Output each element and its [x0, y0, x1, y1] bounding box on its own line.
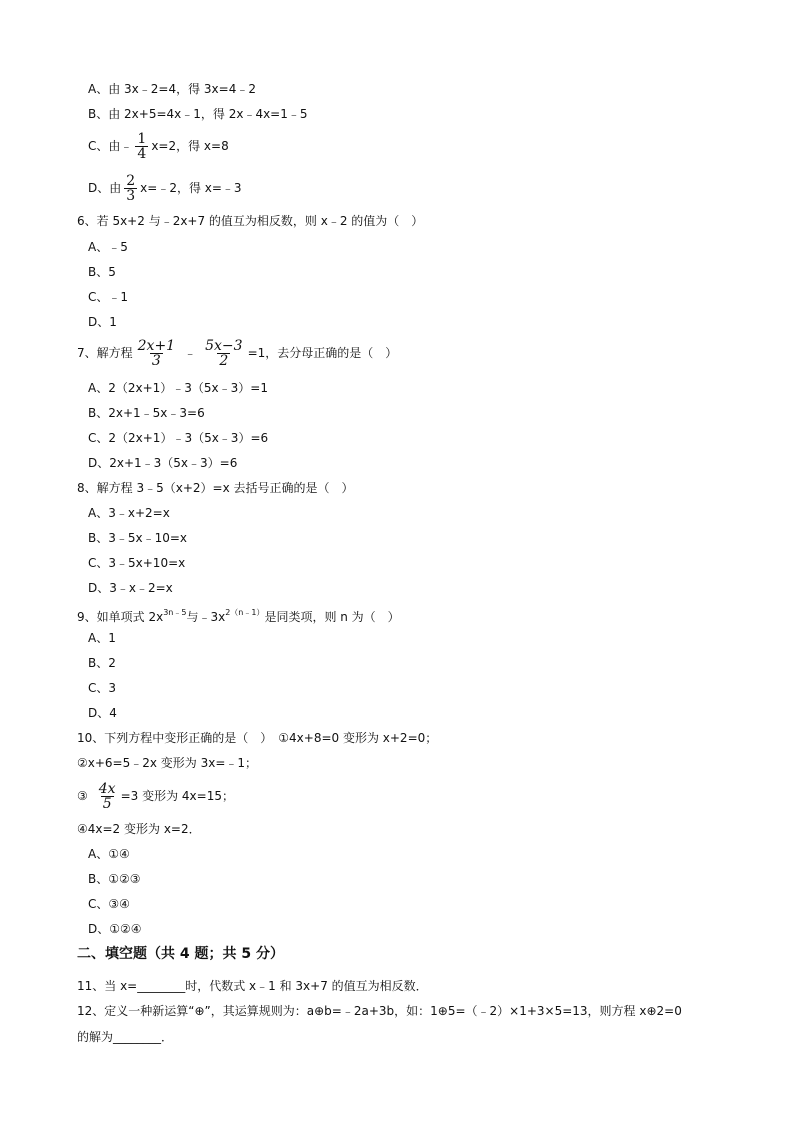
fraction-numerator: 1 [137, 131, 147, 147]
q7-stem-suffix: =1，去分母正确的是（ ） [247, 346, 398, 360]
fraction-numerator: 2x+1 [137, 338, 176, 354]
fraction-numerator: 5x−3 [205, 338, 243, 354]
q10-stem: 10、下列方程中变形正确的是（ ） ①4x+8=0 变形为 x+2=0； [77, 731, 438, 745]
q6-option-c: C、﹣1 [88, 290, 129, 304]
q8-option-d: D、3﹣x﹣2=x [88, 581, 173, 595]
fraction-denominator: 3 [126, 188, 136, 204]
exponent: 2（n﹣1） [225, 608, 265, 617]
fraction [203, 339, 244, 368]
q7-option-c: C、2（2x+1）﹣3（5x﹣3）=6 [88, 431, 269, 445]
minus-sign: ﹣ [184, 346, 197, 360]
q6-option-a: A、﹣5 [88, 240, 128, 254]
q8-option-b: B、3﹣5x﹣10=x [88, 531, 188, 545]
q10-statement-2: ②x+6=5﹣2x 变形为 3x=﹣1； [77, 756, 258, 770]
q10-statement-3 [77, 782, 234, 811]
q11-stem: 11、当 x=________时，代数式 x﹣1 和 3x+7 的值互为相反数． [77, 979, 428, 993]
q9-option-d: D、4 [88, 706, 117, 720]
q5-option-d-suffix: x=﹣2，得 x=﹣3 [140, 181, 242, 195]
q10-option-d: D、①②④ [88, 922, 142, 936]
q9-stem [77, 606, 400, 624]
fraction-denominator: 2 [219, 353, 229, 369]
q12-stem-line1: 12、定义一种新运算“⊕”，其运算规则为：a⊕b=﹣2a+3b，如：1⊕5=（﹣2）×1+3×5=13，则方程 x⊕2=0 [77, 1004, 682, 1018]
q7-stem-prefix: 7、解方程 [77, 346, 133, 360]
section-heading: 二、填空题（共 4 题；共 5 分） [77, 946, 284, 962]
circled-number: ③ [77, 789, 88, 803]
exponent: 3n﹣5 [163, 608, 187, 617]
q12-stem-line2: 的解为________． [77, 1030, 174, 1044]
q5-option-c-prefix: C、由﹣ [88, 139, 133, 153]
q9-stem-middle: 与﹣3x [186, 610, 226, 624]
fraction-denominator: 3 [151, 353, 161, 369]
q10-option-b: B、①②③ [88, 872, 141, 886]
q9-option-c: C、3 [88, 681, 117, 695]
q9-stem-suffix: 是同类项，则 n 为（ ） [264, 610, 400, 624]
q5-option-c [88, 132, 229, 161]
q6-option-d: D、1 [88, 315, 117, 329]
q10-statement-4: ④4x=2 变形为 x=2． [77, 822, 201, 836]
q5-option-d-prefix: D、由 [88, 181, 122, 195]
q7-option-a: A、2（2x+1）﹣3（5x﹣3）=1 [88, 381, 268, 395]
q5-option-b: B、由 2x+5=4x﹣1，得 2x﹣4x=1﹣5 [88, 107, 308, 121]
fraction-numerator: 2 [126, 173, 136, 189]
q5-option-c-suffix: x=2，得 x=8 [151, 139, 229, 153]
fraction-denominator: 4 [137, 146, 147, 162]
fraction-denominator: 5 [102, 796, 112, 812]
q9-option-b: B、2 [88, 656, 116, 670]
q8-stem: 8、解方程 3﹣5（x+2）=x 去括号正确的是（ ） [77, 481, 354, 495]
q5-option-a: A、由 3x﹣2=4，得 3x=4﹣2 [88, 82, 256, 96]
q7-option-d: D、2x+1﹣3（5x﹣3）=6 [88, 456, 238, 470]
q10-statement-3-suffix: =3 变形为 4x=15； [120, 789, 234, 803]
fraction [135, 132, 148, 161]
q7-option-b: B、2x+1﹣5x﹣3=6 [88, 406, 205, 420]
q9-stem-prefix: 9、如单项式 2x [77, 610, 164, 624]
q9-option-a: A、1 [88, 631, 116, 645]
q8-option-a: A、3﹣x+2=x [88, 506, 170, 520]
fraction [124, 174, 137, 203]
q6-option-b: B、5 [88, 265, 116, 279]
q7-stem [77, 339, 397, 368]
q5-option-d [88, 174, 242, 203]
q8-option-c: C、3﹣5x+10=x [88, 556, 186, 570]
q6-stem: 6、若 5x+2 与﹣2x+7 的值互为相反数，则 x﹣2 的值为（ ） [77, 214, 424, 228]
fraction-numerator: 4x [98, 781, 116, 797]
q10-option-a: A、①④ [88, 847, 130, 861]
q10-option-c: C、③④ [88, 897, 130, 911]
fraction [97, 782, 118, 811]
fraction [136, 339, 177, 368]
